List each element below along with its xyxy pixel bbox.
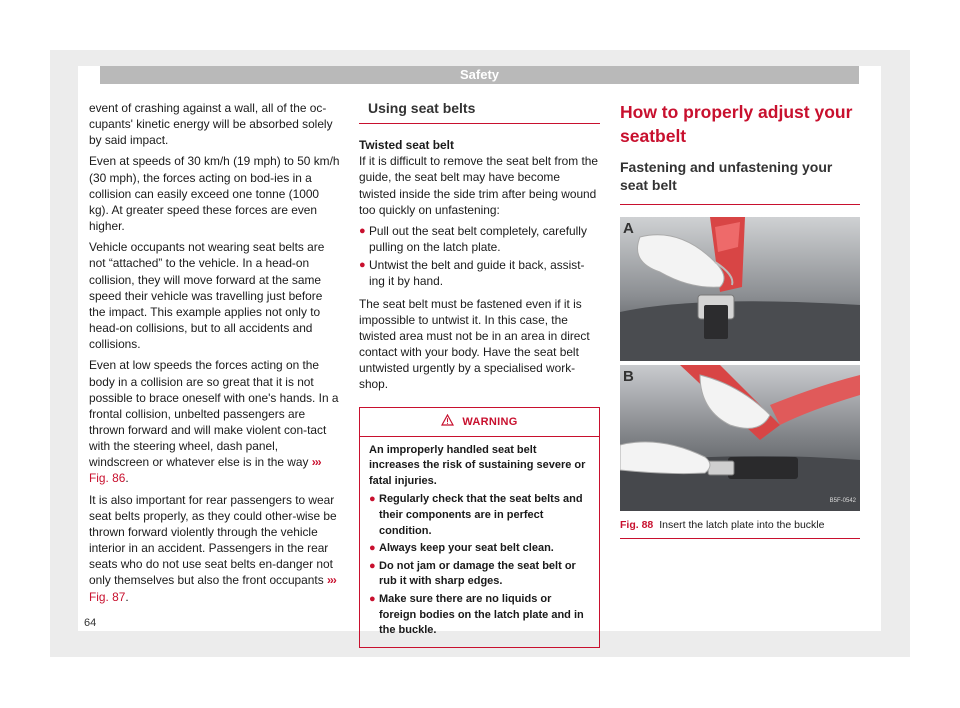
- figure-88: [620, 217, 860, 511]
- warning-body: [360, 437, 599, 639]
- paragraph: The seat belt must be fastened even if it is impossible to untwist it. In this case, the twisted area must not be in an area in direct contact with your body. Have the seat belt untwisted urgently by a specialised work-shop.: [359, 296, 590, 392]
- illustration-buckle-b: [620, 365, 860, 511]
- column-1: [89, 100, 341, 610]
- warning-header: [360, 408, 599, 437]
- warning-title: WARNING: [462, 416, 518, 428]
- paragraph: It is also important for rear passengers to wear seat belts properly, as they could other-wise be thrown forward violently through the vehicle interior in an accident. Passengers in the rear seats who do not use seat belts en-danger not only themselves but also the front occupants ››› Fig. 87.: [89, 492, 337, 604]
- bullet-item: ● Pull out the seat belt completely, carefully pulling on the latch plate.: [359, 223, 587, 255]
- fig-87-link[interactable]: ››› Fig. 87: [89, 573, 336, 604]
- figure-panel-b: [620, 365, 860, 511]
- warning-item: ● Regularly check that the seat belts and their components are in perfect condition.: [369, 493, 583, 537]
- warning-item: ● Always keep your seat belt clean.: [369, 542, 554, 555]
- warning-lead: An improperly handled seat belt increases the risk of sustaining severe or fatal injuries.: [369, 443, 586, 487]
- figure-number: Fig. 88: [620, 519, 654, 531]
- paragraph: Even at low speeds the forces acting on the body in a collision are so great that it is not possible to brace oneself with one's hands. In a frontal collision, unbelted passengers are thrown forward and will make violent con-tact with the steering wheel, dash panel, windscreen or whatever else is in the way ››› Fig. 86.: [89, 358, 339, 486]
- warning-icon: [441, 414, 454, 431]
- subheading: Twisted seat belt: [359, 138, 454, 153]
- warning-box: [359, 407, 600, 648]
- fig-86-link[interactable]: ››› Fig. 86: [89, 455, 321, 486]
- figure-code: B5F-0542: [829, 497, 856, 504]
- paragraph: event of crashing against a wall, all of the oc-cupants' kinetic energy will be absorbed solely by said impact.: [89, 101, 333, 148]
- warning-item: ● Make sure there are no liquids or foreign bodies on the latch plate and in the buckle.: [369, 593, 584, 637]
- illustration-buckle-a: [620, 217, 860, 361]
- panel-label-a: A: [623, 220, 634, 237]
- column-2: [359, 100, 600, 648]
- paragraph: Vehicle occupants not wearing seat belts are not “attached” to the vehicle. In a head-on collision, they will move forward at the same speed their vehicle was travelling just before the impact. This example applies not only to head-on collisions, but to all accidents and collisions.: [89, 240, 325, 352]
- section-subtitle: Fastening and unfastening your seat belt: [620, 158, 860, 205]
- warning-item: ● Do not jam or damage the seat belt or rub it with sharp edges.: [369, 559, 576, 588]
- panel-label-b: B: [623, 368, 634, 385]
- figure-caption: Fig. 88 Insert the latch plate into the buckle: [620, 517, 860, 539]
- column-3: [620, 100, 860, 539]
- paragraph: Even at speeds of 30 km/h (19 mph) to 50 km/h (30 mph), the forces acting on bod-ies in a collision can easily exceed one tonne (1000 kg). At greater speed these forces are even higher.: [89, 154, 340, 234]
- page-number: 64: [84, 617, 97, 629]
- figure-panel-a: [620, 217, 860, 361]
- section-title: Using seat belts: [359, 100, 600, 124]
- paragraph: If it is difficult to remove the seat belt from the guide, the seat belt may have become twisted inside the side trim after being wound too quickly on unfastening:: [359, 154, 599, 217]
- running-header: Safety: [100, 66, 859, 84]
- page-title: How to properly adjust your seatbelt: [620, 102, 853, 146]
- bullet-item: ● Untwist the belt and guide it back, assist-ing it by hand.: [359, 258, 585, 289]
